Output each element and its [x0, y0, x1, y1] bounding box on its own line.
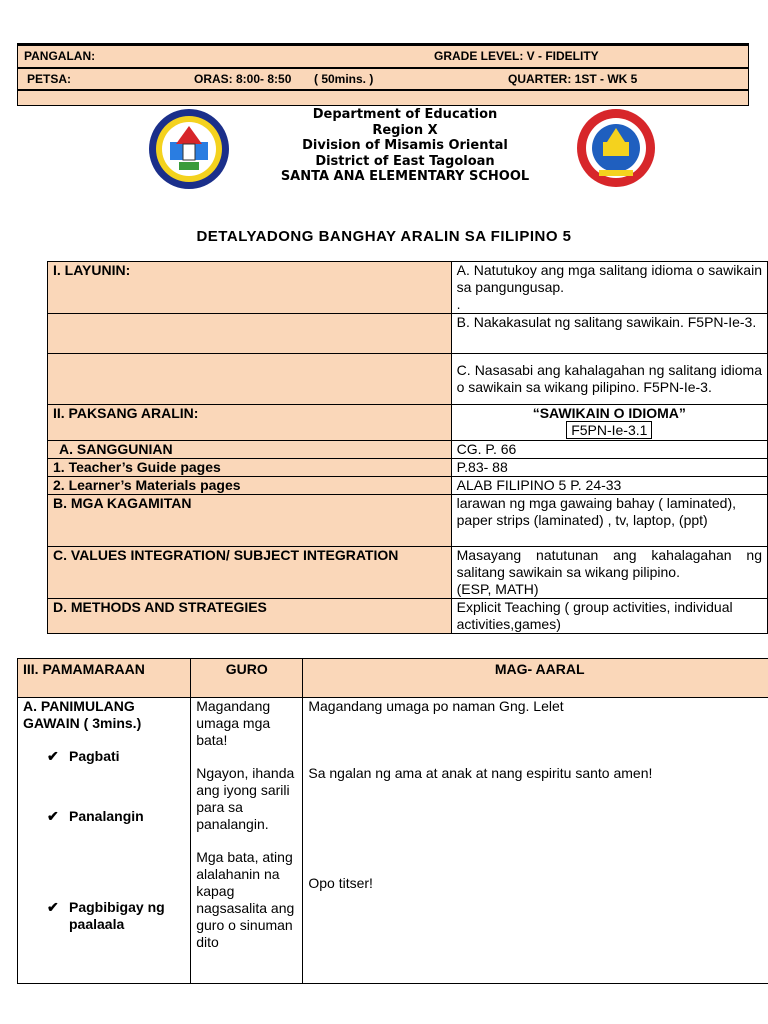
ref-label: A. SANGGUNIAN: [48, 441, 452, 459]
teacher-cell: [191, 698, 303, 984]
header-row-2: [17, 68, 749, 90]
teacher-line: Magandang umaga mga bata!: [196, 698, 271, 748]
materials-label: B. MGA KAGAMITAN: [48, 495, 452, 547]
checkmark-icon: ✔: [47, 748, 59, 764]
santa-ana-school-seal-icon: [148, 108, 230, 190]
ref-value: ALAB FILIPINO 5 P. 24-33: [451, 477, 767, 495]
step-item: [23, 808, 185, 825]
step-label: Pagbati: [69, 748, 120, 764]
student-column-header: MAG- AARAL: [303, 659, 768, 698]
region-name: Region X: [372, 122, 438, 138]
procedure-table: [17, 658, 768, 984]
lesson-plan-title: DETALYADONG BANGHAY ARALIN SA FILIPINO 5: [196, 228, 572, 245]
objective-b: B. Nakakasulat ng salitang sawikain. F5PN-Ie-3.: [451, 314, 767, 354]
school-name: SANTA ANA ELEMENTARY SCHOOL: [280, 169, 530, 184]
duration-label: ( 50mins. ): [314, 72, 374, 86]
teacher-line: Ngayon, ihanda ang iyong sarili para sa panalangin.: [196, 765, 295, 832]
student-line: Sa ngalan ng ama at anak at nang espiritu santo amen!: [308, 765, 653, 781]
procedure-column-header: III. PAMAMARAAN: [18, 659, 191, 698]
header-info-table: [17, 43, 749, 106]
ref-label: 1. Teacher’s Guide pages: [48, 459, 452, 477]
checkmark-icon: ✔: [47, 899, 59, 915]
subject-label: II. PAKSANG ARALIN:: [48, 405, 452, 441]
objective-a: [451, 262, 767, 314]
ref-value: CG. P. 66: [451, 441, 767, 459]
step-label: Pagbibigay ng paalaala: [69, 899, 165, 932]
values-integration-cell: [451, 547, 767, 599]
date-label: PETSA:: [27, 72, 72, 86]
values-integration-value: Masayang natutunan ang kahalagahan ng salitang sawikain sa wikang pilipino.: [456, 547, 762, 580]
objective-a-dot: .: [456, 296, 461, 312]
school-header: [230, 107, 580, 185]
section-title: A. PANIMULANG GAWAIN ( 3mins.): [23, 698, 142, 731]
quarter-label: QUARTER: 1ST - WK 5: [508, 72, 638, 86]
student-line: Magandang umaga po naman Gng. Lelet: [308, 698, 564, 714]
time-label: ORAS: 8:00- 8:50: [194, 72, 292, 86]
values-integration-subjects: (ESP, MATH): [456, 581, 539, 597]
ref-value: P.83- 88: [451, 459, 767, 477]
empty-label-cell: [48, 314, 452, 354]
procedure-section-cell: [18, 698, 191, 984]
student-cell: [303, 698, 768, 984]
district-name: District of East Tagoloan: [315, 153, 495, 169]
header-row-1: [17, 45, 749, 68]
subject-cell: [451, 405, 767, 441]
step-item: [23, 899, 185, 933]
teacher-line: Mga bata, ating alalahanin na kapag nagsasalita ang guro o sinuman dito: [196, 849, 295, 950]
lesson-info-table: [47, 261, 768, 634]
student-line: Opo titser!: [308, 875, 373, 891]
grade-level-label: GRADE LEVEL: V - FIDELITY: [434, 49, 599, 63]
step-label: Panalangin: [69, 808, 144, 824]
values-integration-label: C. VALUES INTEGRATION/ SUBJECT INTEGRATION: [48, 547, 452, 599]
objective-c: C. Nasasabi ang kahalagahan ng salitang idioma o sawikain sa wikang pilipino. F5PN-Ie-3.: [451, 354, 767, 405]
step-item: [23, 748, 185, 765]
empty-label-cell: [48, 354, 452, 405]
methods-value: Explicit Teaching ( group activities, individual activities,games): [451, 599, 767, 634]
objectives-label: I. LAYUNIN:: [48, 262, 452, 314]
division-name: Division of Misamis Oriental: [302, 138, 508, 153]
materials-value: larawan ng mga gawaing bahay ( laminated), paper strips (laminated) , tv, laptop, (ppt): [451, 495, 767, 547]
methods-label: D. METHODS AND STRATEGIES: [48, 599, 452, 634]
ref-label: 2. Learner’s Materials pages: [48, 477, 452, 495]
checkmark-icon: ✔: [47, 808, 59, 824]
name-label: PANGALAN:: [24, 49, 96, 63]
objective-a-text: A. Natutukoy ang mga salitang idioma o sawikain sa pangungusap.: [456, 262, 762, 295]
subject-topic: “SAWIKAIN O IDIOMA”: [532, 405, 686, 421]
subject-code: F5PN-Ie-3.1: [566, 421, 652, 439]
department-name: Department of Education: [312, 107, 498, 122]
tagoloan-east-district-seal-icon: [575, 108, 657, 188]
teacher-column-header: GURO: [191, 659, 303, 698]
header-row-3: [17, 90, 749, 106]
